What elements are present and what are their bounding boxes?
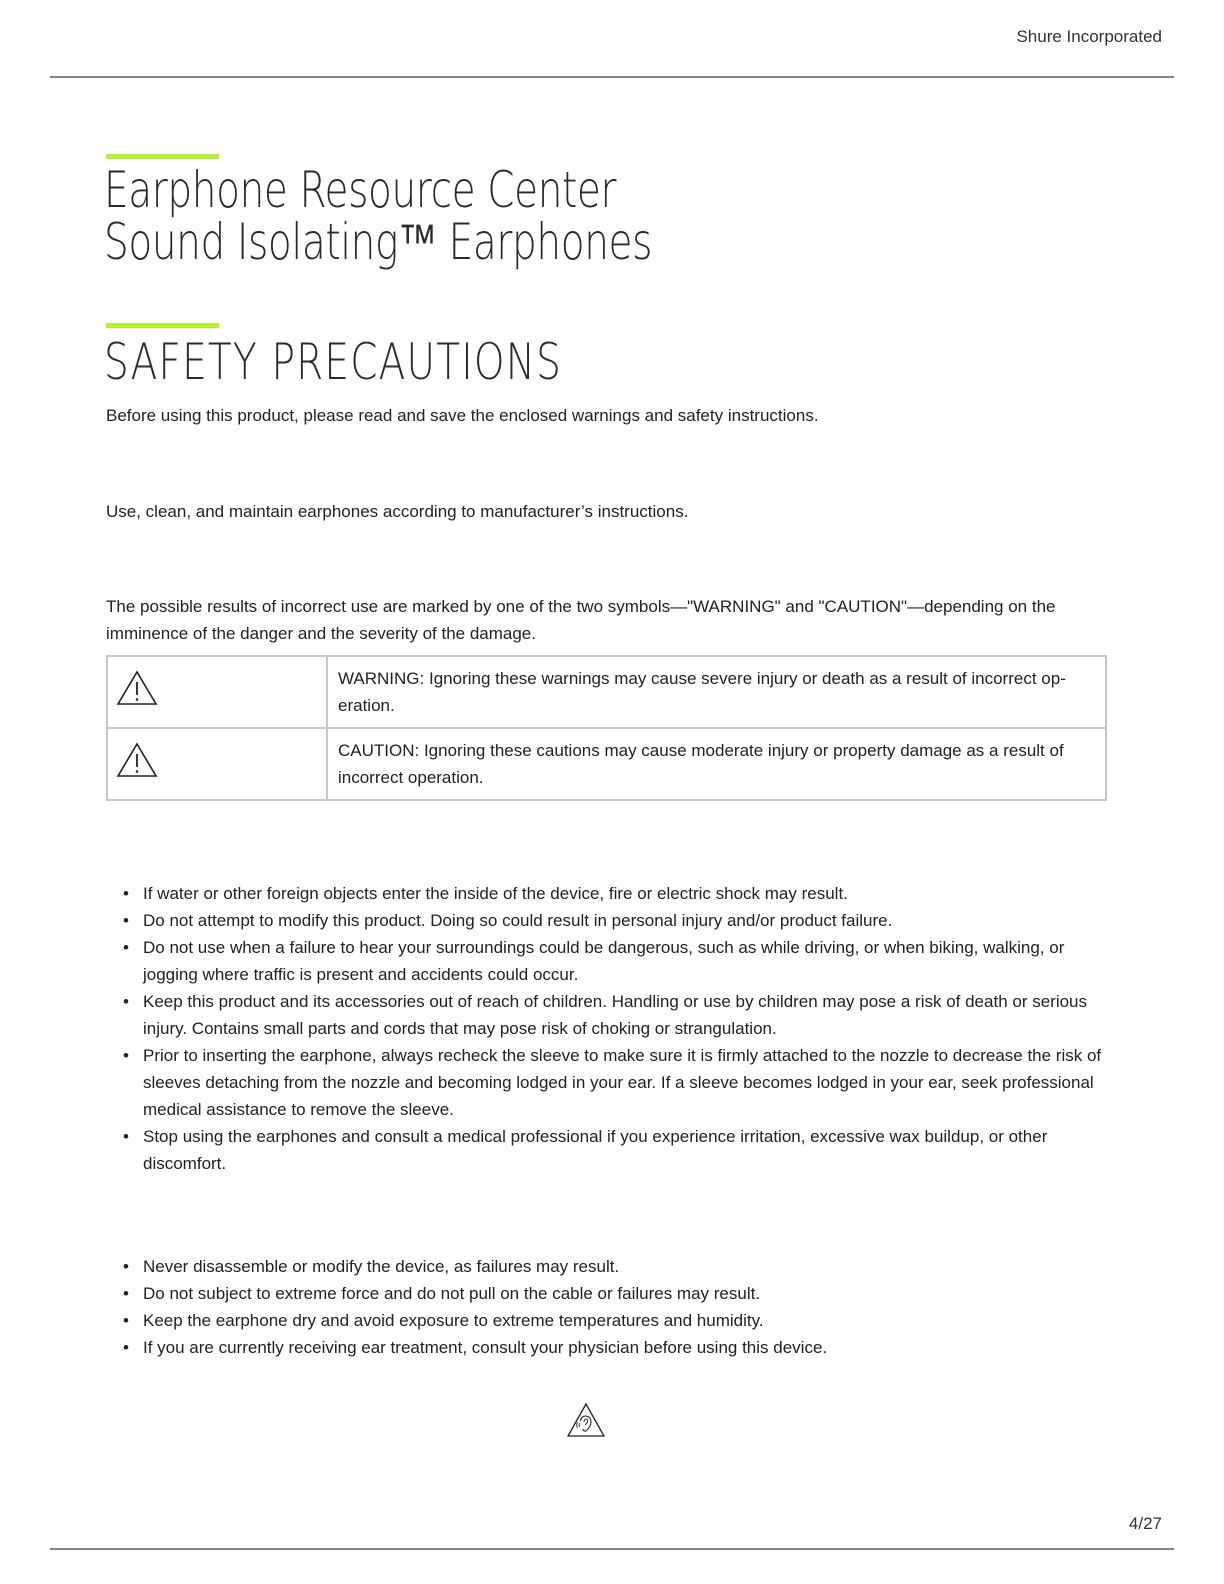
hazard-symbol-cell (107, 656, 327, 728)
hazard-text-warning: WARNING: Ignoring these warnings may cause severe injury or death as a result of incorrect operation. (327, 656, 1106, 728)
caution-triangle-icon (116, 742, 158, 778)
footer-rule (50, 1548, 1174, 1550)
list-item: • Do not subject to extreme force and do not pull on the cable or failures may result. (143, 1280, 1106, 1307)
warning-triangle-icon (116, 670, 158, 706)
hazard-symbol-cell (107, 728, 327, 800)
hazard-table (106, 655, 1107, 801)
section-heading: SAFETY PRECAUTIONS (104, 333, 563, 391)
cautions-list (106, 1253, 1106, 1361)
warnings-list (106, 880, 1106, 1177)
hazard-text-caution: CAUTION: Ignoring these cautions may cause moderate injury or property damage as a result of incorrect operation. (327, 728, 1106, 800)
header-company-name: Shure Incorporated (1016, 27, 1162, 46)
list-item: • If you are currently receiving ear treatment, consult your physician before using this device. (143, 1334, 1106, 1361)
list-item: • Do not attempt to modify this product. Doing so could result in personal injury and/or product failure. (143, 907, 1106, 934)
list-item: • Keep this product and its accessories out of reach of children. Handling or use by children may pose a risk of death or serious injury. Contains small parts and cords that may pose risk of choking or strangulation. (143, 988, 1106, 1042)
list-item: • Keep the earphone dry and avoid exposure to extreme temperatures and humidity. (143, 1307, 1106, 1334)
hazard-row-caution (107, 728, 1106, 800)
page-title-line-2: Sound Isolating™ Earphones (104, 213, 653, 271)
page-title-line-1: Earphone Resource Center (104, 161, 617, 219)
header-rule (50, 76, 1174, 78)
page-title (104, 161, 653, 271)
section-accent-bar (106, 323, 219, 328)
symbols-paragraph: The possible results of incorrect use are marked by one of the two symbols—"WARNING" and "CAUTION"—depending on the imminence of the danger and the severity of the damage. (106, 597, 1056, 643)
list-item: • If water or other foreign objects enter the inside of the device, fire or electric shock may result. (143, 880, 1106, 907)
page-number: 4/27 (1128, 1514, 1162, 1533)
maintain-paragraph: Use, clean, and maintain earphones according to manufacturer’s instructions. (106, 502, 689, 521)
title-accent-bar (106, 154, 219, 159)
hearing-warning-icon (566, 1402, 606, 1438)
hazard-row-warning (107, 656, 1106, 728)
list-item: • Stop using the earphones and consult a medical professional if you experience irritation, excessive wax buildup, or other discomfort. (143, 1123, 1106, 1177)
list-item: • Never disassemble or modify the device, as failures may result. (143, 1253, 1106, 1280)
intro-paragraph: Before using this product, please read and save the enclosed warnings and safety instructions. (106, 406, 819, 425)
list-item: • Do not use when a failure to hear your surroundings could be dangerous, such as while driving, or when biking, walking, or jogging where traffic is present and accidents could occur. (143, 934, 1106, 988)
list-item: • Prior to inserting the earphone, always recheck the sleeve to make sure it is firmly attached to the nozzle to decrease the risk of sleeves detaching from the nozzle and becoming lodged in your ear. If a sleeve becomes lodged in your ear, seek professional medical assistance to remove the sleeve. (143, 1042, 1106, 1123)
